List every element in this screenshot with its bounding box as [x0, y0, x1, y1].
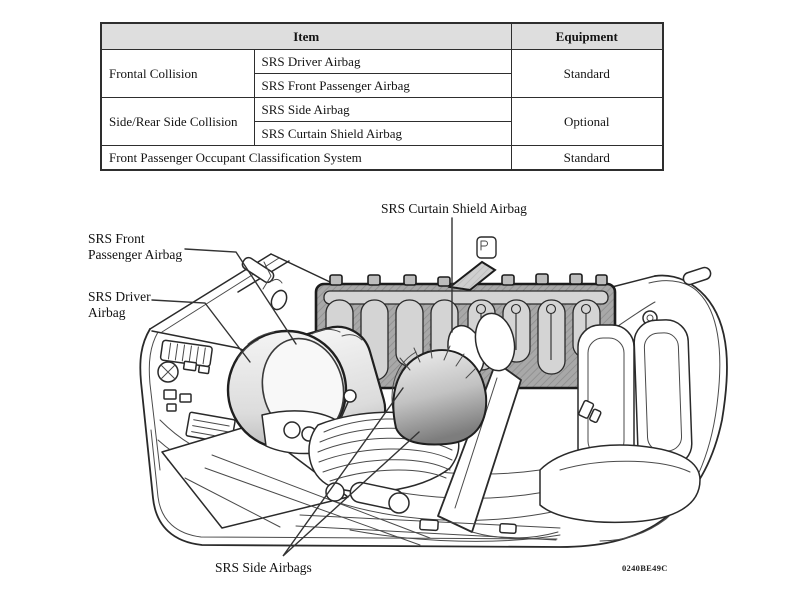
figure-code: 0240BE49C [622, 563, 668, 573]
label-driver-airbag: SRS Driver [88, 289, 151, 304]
cell-curtain-airbag: SRS Curtain Shield Airbag [254, 122, 511, 146]
cell-occupant-classification: Front Passenger Occupant Classification System [101, 146, 511, 171]
cell-side-equipment: Optional [511, 98, 663, 146]
cell-frontal-collision: Frontal Collision [101, 50, 254, 98]
rear-seat-cushion [540, 445, 700, 522]
label-side-airbags: SRS Side Airbags [215, 560, 312, 575]
header-item: Item [101, 23, 511, 50]
svg-text:Passenger Airbag: Passenger Airbag [88, 247, 183, 262]
cell-occupant-equipment: Standard [511, 146, 663, 171]
shift-knob [344, 390, 356, 402]
cell-driver-airbag: SRS Driver Airbag [254, 50, 511, 74]
label-front-passenger-airbag: SRS Front [88, 231, 145, 246]
rearview-mirror [268, 288, 289, 312]
label-curtain-shield-airbag: SRS Curtain Shield Airbag [381, 201, 527, 216]
grab-handle [682, 266, 712, 286]
cell-side-collision: Side/Rear Side Collision [101, 98, 254, 146]
cell-front-passenger-airbag: SRS Front Passenger Airbag [254, 74, 511, 98]
svg-text:Airbag: Airbag [88, 305, 126, 320]
note-tag-icon [477, 237, 496, 258]
header-equipment: Equipment [511, 23, 663, 50]
cell-frontal-equipment: Standard [511, 50, 663, 98]
windshield-header-details [240, 256, 289, 312]
cell-side-airbag: SRS Side Airbag [254, 98, 511, 122]
rear-seatback-right [633, 319, 692, 467]
